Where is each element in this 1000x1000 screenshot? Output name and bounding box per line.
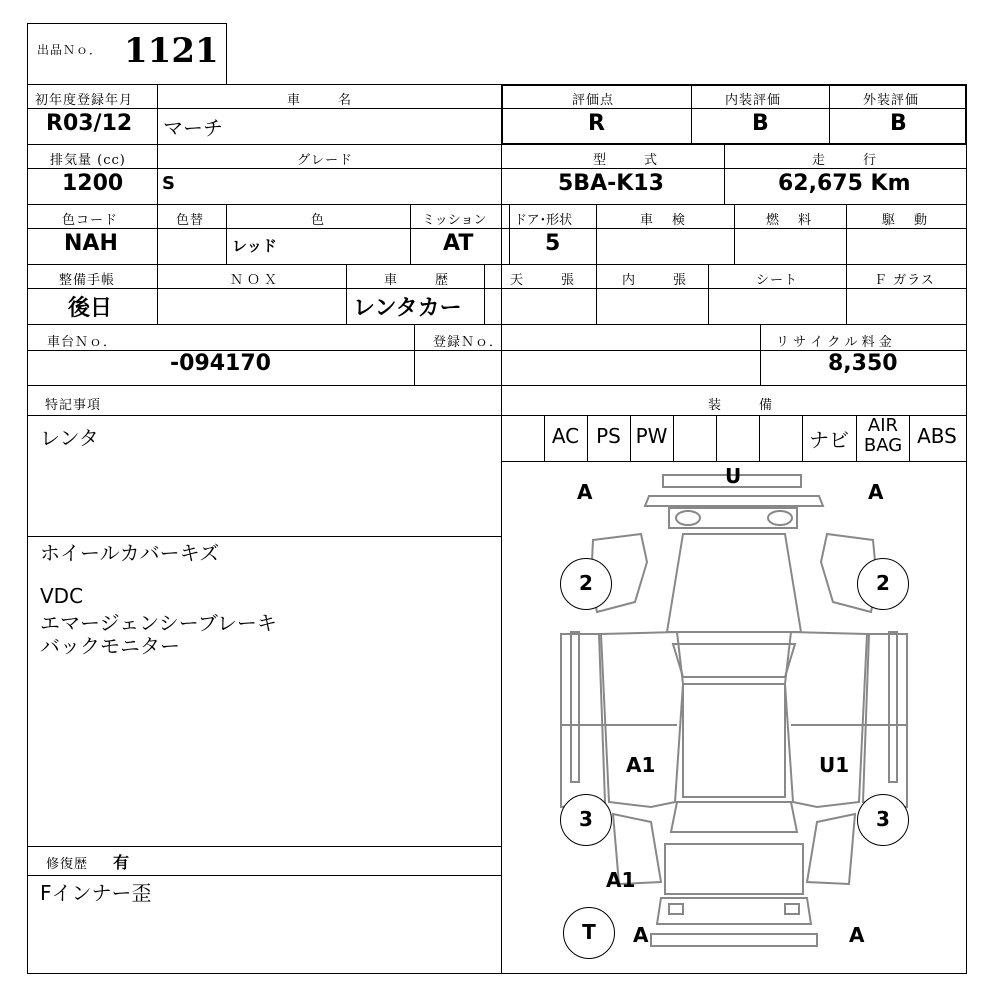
- repair-history-value: 有: [113, 853, 130, 872]
- equip-line: [673, 415, 674, 461]
- mission-value: AT: [443, 231, 474, 256]
- recycle-fee-value: 8,350: [828, 351, 898, 376]
- grade-header: グレード: [297, 153, 354, 168]
- col-line: [157, 264, 158, 324]
- equipment-header: 装 備: [708, 398, 777, 413]
- row-line: [27, 264, 967, 265]
- col-line: [596, 264, 597, 324]
- f-glass-header: Ｆ ガラス: [874, 273, 935, 288]
- drive-header: 駆 動: [882, 213, 931, 228]
- service-book-value: 後日: [68, 296, 113, 321]
- col-line: [157, 84, 158, 144]
- exterior-header: 外装評価: [863, 93, 920, 108]
- row-line: [27, 350, 967, 351]
- mark-left-front-wheel: 2: [560, 558, 612, 610]
- col-line: [484, 264, 485, 324]
- mark-right-front-wheel: 2: [857, 558, 909, 610]
- equip-ac: AC: [551, 424, 580, 448]
- color-change-header: 色替: [176, 213, 205, 228]
- remarks-line-2: ホイールカバーキズ: [40, 541, 220, 565]
- color-header: 色: [311, 213, 326, 228]
- car-diagram: [501, 462, 967, 974]
- inner-lining-header: 内 張: [622, 273, 691, 288]
- row-line: [27, 324, 967, 325]
- mission-header: ミッション: [422, 213, 487, 228]
- col-line: [691, 84, 692, 144]
- mark-tire: T: [563, 907, 615, 959]
- grade-value: S: [162, 173, 175, 194]
- mark-rear-right-corner: A: [849, 923, 865, 947]
- reg-date-header: 初年度登録年月: [35, 93, 134, 108]
- row-line: [27, 415, 967, 416]
- displacement-value: 1200: [62, 171, 124, 196]
- row-line: [27, 168, 967, 169]
- recycle-fee-header: リ サ イ ク ル 料 金: [776, 335, 892, 350]
- remarks-header: 特記事項: [45, 398, 102, 413]
- remarks-line-1: レンタ: [40, 426, 99, 450]
- color-code-header: 色コード: [62, 213, 119, 228]
- doors-value: 5: [545, 231, 561, 256]
- col-line: [846, 264, 847, 324]
- mileage-header: 走 行: [812, 153, 881, 168]
- car-name-header: 車 名: [287, 93, 356, 108]
- seat-header: シート: [756, 273, 799, 288]
- equip-line: [716, 415, 717, 461]
- mark-rear-left-corner: A: [633, 923, 649, 947]
- interior-value: B: [752, 111, 769, 136]
- mark-left-side: A1: [626, 753, 656, 777]
- car-name-value: マーチ: [163, 116, 223, 140]
- score-value: R: [588, 111, 605, 136]
- mark-rear-hatch: A1: [606, 868, 636, 892]
- model-value: 5BA-K13: [558, 171, 664, 196]
- reg-no-header: 登録Ｎｏ．: [433, 335, 504, 350]
- repair-history-header: 修復歴: [46, 857, 89, 872]
- col-line: [734, 204, 735, 264]
- doors-header: ドア･形状: [514, 213, 573, 228]
- exterior-value: B: [890, 111, 907, 136]
- col-line: [846, 204, 847, 264]
- interior-header: 内装評価: [725, 93, 782, 108]
- col-line: [724, 144, 725, 204]
- row-line: [27, 385, 967, 386]
- fuel-header: 燃 料: [766, 213, 815, 228]
- model-header: 型 式: [593, 153, 662, 168]
- inspection-header: 車 検: [640, 213, 689, 228]
- mark-left-rear-wheel: 3: [560, 794, 612, 846]
- col-line: [829, 84, 830, 144]
- remarks-line-4: エマージェンシーブレーキ: [40, 611, 277, 635]
- col-line: [346, 264, 347, 324]
- service-book-header: 整備手帳: [59, 273, 116, 288]
- col-line: [410, 204, 411, 264]
- color-value: レッド: [232, 237, 277, 255]
- equip-ps: PS: [596, 424, 621, 448]
- color-code-value: NAH: [64, 231, 118, 256]
- row-line: [27, 846, 501, 847]
- remarks-line-3: VDC: [40, 584, 84, 608]
- mark-right-side: U1: [819, 753, 850, 777]
- equip-abs: ABS: [917, 424, 957, 448]
- col-line: [708, 264, 709, 324]
- lot-number-label: 出品Ｎｏ．: [37, 43, 103, 57]
- mark-front-center: U: [725, 464, 742, 488]
- equip-line: [856, 415, 857, 461]
- lot-number: 1121: [124, 31, 219, 71]
- mark-front-right-corner: A: [868, 480, 884, 504]
- col-line: [760, 324, 761, 385]
- col-line: [226, 204, 227, 264]
- repair-note: Fインナー歪: [40, 881, 152, 905]
- roof-header: 天 張: [510, 273, 579, 288]
- score-header: 評価点: [572, 93, 615, 108]
- equip-line: [759, 415, 760, 461]
- reg-date-value: R03/12: [46, 111, 133, 136]
- equip-airbag: AIR BAG: [863, 415, 903, 456]
- row-line: [27, 288, 967, 289]
- row-line: [27, 228, 967, 229]
- history-value: レンタカー: [353, 296, 462, 321]
- chassis-no-header: 車台Ｎｏ．: [47, 335, 118, 350]
- nox-header: ＮＯＸ: [230, 273, 282, 288]
- col-line: [414, 324, 415, 385]
- displacement-header: 排気量 (cc): [50, 153, 126, 168]
- chassis-no-value: -094170: [170, 351, 271, 376]
- col-line: [157, 204, 158, 264]
- col-line: [596, 204, 597, 264]
- mark-front-left-corner: A: [577, 480, 593, 504]
- mileage-value: 62,675 Km: [778, 171, 911, 196]
- equip-navi: ナビ: [809, 428, 849, 452]
- row-line: [27, 204, 967, 205]
- remarks-line-5: バックモニター: [40, 634, 180, 658]
- row-line: [27, 875, 501, 876]
- col-line: [157, 144, 158, 204]
- equip-pw: PW: [635, 424, 668, 448]
- mark-right-rear-wheel: 3: [857, 794, 909, 846]
- col-line: [509, 204, 510, 264]
- history-header: 車 歴: [384, 273, 453, 288]
